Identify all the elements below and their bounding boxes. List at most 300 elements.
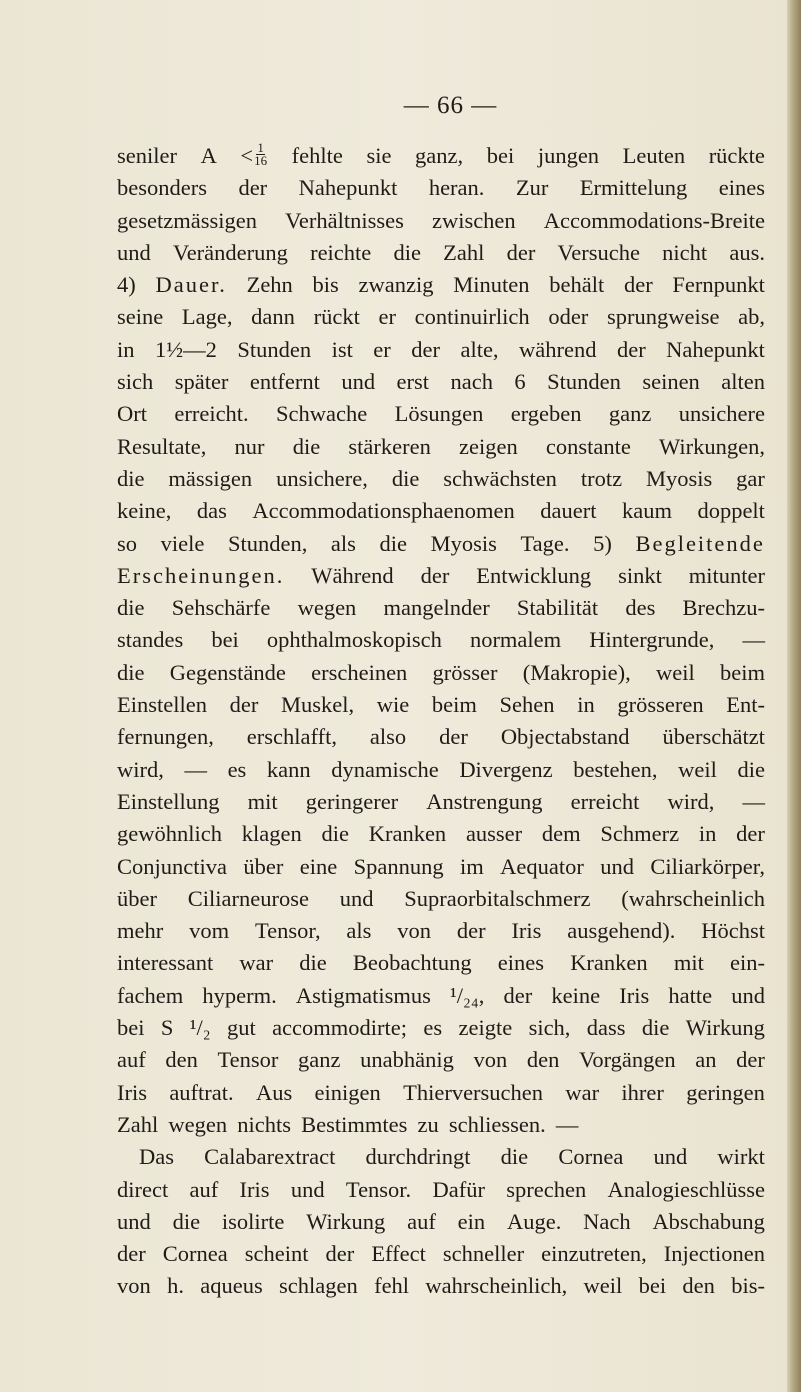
word: nichts (237, 1111, 291, 1137)
word: unsichere, (276, 465, 368, 491)
word: der (117, 1241, 146, 1267)
word: Stunden (237, 336, 312, 362)
word: sprechen (506, 1176, 587, 1202)
word: der (456, 918, 486, 944)
word: wahrscheinlich, (425, 1273, 568, 1299)
word: Ciliarkörper, (650, 853, 765, 879)
word: Schwache (276, 401, 368, 427)
word: rückt (313, 304, 360, 330)
word: Wirkungen, (659, 433, 765, 459)
text-line (117, 1238, 765, 1270)
text-line (117, 1141, 765, 1173)
word: schwächsten (443, 465, 557, 491)
text-line (117, 915, 765, 947)
word: die (391, 465, 420, 491)
word: sich, (528, 1015, 571, 1041)
word: schneller (442, 1241, 525, 1267)
word: fachem (117, 982, 184, 1008)
text-line (117, 689, 765, 721)
word: seine (117, 304, 164, 330)
word: einzutreten, (541, 1241, 647, 1267)
word: Abschabung (652, 1208, 765, 1234)
text-line (117, 301, 765, 333)
text-line (117, 1206, 765, 1238)
word: 4) (117, 272, 136, 298)
word: die (321, 821, 349, 847)
word: die (117, 595, 145, 621)
word: Stunden (547, 369, 621, 395)
word: oder (548, 304, 589, 330)
word: der (736, 821, 765, 847)
word: eines (718, 175, 765, 201)
word: Tensor (217, 1047, 279, 1073)
word: wie (376, 692, 410, 718)
word: A (200, 143, 217, 168)
word: (Makropie), (522, 659, 631, 685)
word: heran. (428, 175, 485, 201)
word: auf (117, 1047, 146, 1073)
word: und (731, 982, 765, 1008)
word: Einstellen (117, 692, 207, 718)
word: also (369, 724, 407, 750)
word: des (625, 595, 656, 621)
word: Entwicklung (476, 562, 592, 588)
word: Wirkung (685, 1015, 765, 1041)
word: über (243, 853, 284, 879)
word: scheint (244, 1241, 309, 1267)
word: ist (331, 336, 353, 362)
word: Ort (117, 401, 147, 427)
text-line (117, 818, 765, 850)
word: kann (266, 756, 311, 782)
text-line (117, 205, 765, 237)
word: Verhältnisses (285, 207, 404, 233)
word: dem (541, 821, 581, 847)
word: und (290, 1176, 325, 1202)
word: die (379, 530, 408, 556)
word: Objectabstand (500, 724, 630, 750)
word: nicht (662, 239, 708, 265)
word: und (341, 369, 376, 395)
text-line (117, 786, 765, 818)
text-line (117, 140, 765, 172)
word: die (117, 659, 145, 685)
word: dauert (540, 498, 597, 524)
word: wirkt (717, 1144, 765, 1170)
inequality (240, 140, 268, 172)
word: ¹/₂ (189, 1015, 211, 1041)
word: erreicht. (174, 401, 249, 427)
word: er (373, 336, 391, 362)
word: so (117, 530, 138, 556)
word: h. (167, 1273, 184, 1299)
word: die (393, 239, 421, 265)
text-line (117, 721, 765, 753)
word: Tage. (520, 530, 570, 556)
word: sprungweise (606, 304, 720, 330)
word: Während (311, 562, 394, 588)
word: beim (431, 692, 477, 718)
word: Iris (619, 982, 650, 1008)
word: weil (583, 1273, 623, 1299)
word: nur (234, 433, 265, 459)
word: Nahepunkt (666, 336, 765, 362)
word: — (555, 1111, 579, 1137)
text-line (117, 366, 765, 398)
word: normalem (469, 627, 562, 653)
word: Lage, (181, 304, 233, 330)
text-line (117, 1044, 765, 1076)
word: geringen (686, 1079, 765, 1105)
word: ganz, (415, 143, 464, 168)
text-line (117, 269, 765, 301)
word: ihrer (621, 1079, 664, 1105)
word: gar (736, 465, 765, 491)
word: ausser (465, 821, 523, 847)
word: fehl (374, 1273, 410, 1299)
word: der (420, 562, 450, 588)
word: zeigen (459, 433, 518, 459)
word: jungen (537, 143, 600, 168)
word: dann (251, 304, 295, 330)
word: ab, (738, 304, 765, 330)
word: Iris (239, 1176, 270, 1202)
word: Wirkung (306, 1208, 386, 1234)
word: und (117, 1208, 151, 1234)
word: zeigte (458, 1015, 513, 1041)
word: Ent- (726, 692, 765, 718)
word: aus. (729, 239, 765, 265)
word: das (196, 498, 227, 524)
word: eine (299, 853, 338, 879)
word: war (239, 950, 274, 976)
word: in (698, 821, 717, 847)
word: von (117, 1273, 151, 1299)
word: Thierversuchen (403, 1079, 544, 1105)
word: behält (549, 272, 605, 298)
word: aqueus (200, 1273, 263, 1299)
less-than-sign: < (240, 143, 254, 168)
word: Myosis (430, 530, 497, 556)
word: unabhänig (360, 1047, 454, 1073)
text-line (117, 463, 765, 495)
word: mitunter (688, 562, 765, 588)
word: wegen (168, 1111, 228, 1137)
word: besonders (117, 175, 207, 201)
word: ein (457, 1208, 486, 1234)
word: von (397, 918, 432, 944)
word: Accommodationsphaenomen (252, 498, 515, 524)
word: mit (673, 950, 704, 976)
word: — (742, 627, 765, 653)
word: Tensor, (254, 918, 321, 944)
word: Begleitende (635, 530, 765, 556)
word: Anstrengung (426, 788, 543, 814)
word: Aequator (500, 853, 584, 879)
fraction-denominator: 16 (254, 153, 268, 169)
word: der (229, 692, 259, 718)
word: der (411, 336, 440, 362)
word: unsichere (678, 401, 765, 427)
word: grösseren (617, 692, 704, 718)
word: Sehschärfe (171, 595, 271, 621)
word: Supraorbitalschmerz (404, 885, 591, 911)
word: Zur (515, 175, 549, 201)
word: die (172, 1208, 201, 1234)
word: und (117, 239, 151, 265)
word: beim (719, 659, 765, 685)
word: auf (189, 1176, 219, 1202)
word: Zehn (246, 272, 293, 298)
text-line (117, 980, 765, 1012)
word: Ciliarneurose (187, 885, 309, 911)
word: Iris (511, 918, 542, 944)
word: Sehen (499, 692, 555, 718)
word: seinen (642, 369, 700, 395)
word: in (577, 692, 595, 718)
word: die (737, 756, 765, 782)
word: hatte (668, 982, 713, 1008)
word: die (500, 1144, 529, 1170)
word: wegen (297, 595, 357, 621)
word: ganz (298, 1047, 341, 1073)
word: vom (189, 918, 230, 944)
word: Bestimmtes (301, 1111, 408, 1137)
fraction-numerator: 1 (257, 140, 264, 156)
word: Das (139, 1144, 174, 1170)
text-line (117, 431, 765, 463)
word: — (184, 756, 207, 782)
text-line (117, 528, 765, 560)
word: er (378, 304, 396, 330)
word: erreicht (570, 788, 640, 814)
word: bis (312, 272, 339, 298)
word: während (519, 336, 597, 362)
word: gesetzmässigen (117, 207, 257, 233)
word: sie (366, 143, 392, 168)
word: 6 (514, 369, 526, 395)
word: und (339, 885, 374, 911)
word: Ermittelung (579, 175, 688, 201)
word: weil (656, 659, 695, 685)
word: Stabilität (516, 595, 599, 621)
word: der (616, 336, 646, 362)
word: erscheinen (311, 659, 408, 685)
word: bestehen, (573, 756, 658, 782)
word: wird, (117, 756, 164, 782)
word: continuirlich (414, 304, 530, 330)
word: die (117, 465, 145, 491)
word: bei (638, 1273, 667, 1299)
word: — (742, 788, 765, 814)
word: Kranken (570, 950, 648, 976)
word: ein- (729, 950, 765, 976)
word: Höchst (701, 918, 765, 944)
word: weil (678, 756, 717, 782)
word: Beobachtung (352, 950, 472, 976)
word: später (174, 369, 229, 395)
word: nach (450, 369, 493, 395)
word: einigen (314, 1079, 381, 1105)
word: Zahl (117, 1111, 159, 1137)
word: trotz (580, 465, 623, 491)
text-line (117, 657, 765, 689)
word: wird, (667, 788, 715, 814)
word: Kranken (368, 821, 447, 847)
word: accommodirte; (272, 1015, 408, 1041)
word: Divergenz (459, 756, 553, 782)
word: eines (497, 950, 545, 976)
word: sich (117, 369, 154, 395)
text-line (117, 592, 765, 624)
word: Myosis (645, 465, 713, 491)
word: Muskel, (281, 692, 355, 718)
word: viele (160, 530, 205, 556)
word: S (160, 1015, 174, 1041)
word: Versuche (557, 239, 640, 265)
word: im (459, 853, 484, 879)
word: Leuten (622, 143, 686, 168)
word: Calabarextract (204, 1144, 336, 1170)
word: erschlafft, (246, 724, 337, 750)
word: zwanzig (358, 272, 434, 298)
text-line (117, 754, 765, 786)
text-line (117, 1077, 765, 1109)
word: schlagen (279, 1273, 358, 1299)
body-text (117, 140, 765, 1303)
word: Resultate, (117, 433, 207, 459)
word: es (227, 756, 247, 782)
word: an (695, 1047, 717, 1073)
page-number: — 66 — (403, 92, 498, 119)
word: den (165, 1047, 198, 1073)
word: der (736, 1047, 765, 1073)
word: der (623, 272, 653, 298)
page-edge (787, 0, 801, 1392)
word: fehlte (291, 143, 343, 168)
word: ganz (608, 401, 652, 427)
word: zu (417, 1111, 439, 1137)
word: Vorgängen (579, 1047, 676, 1073)
word: keine (551, 982, 601, 1008)
word: Veränderung (172, 239, 288, 265)
word: bei (486, 143, 515, 168)
word: dass (586, 1015, 626, 1041)
word: der (325, 1241, 355, 1267)
word: als (346, 918, 372, 944)
word: den (526, 1047, 560, 1073)
word: standes (117, 627, 184, 653)
word: der (503, 982, 533, 1008)
text-line (117, 1174, 765, 1206)
word: erst (396, 369, 430, 395)
word: bei (211, 627, 239, 653)
word: als (330, 530, 356, 556)
word: bis- (731, 1273, 765, 1299)
word: Nach (583, 1208, 631, 1234)
word: Brechzu- (682, 595, 765, 621)
word: Dafür (432, 1176, 485, 1202)
text-line (117, 1012, 765, 1044)
word: und (653, 1144, 688, 1170)
word: constante (545, 433, 631, 459)
word: direct (117, 1176, 169, 1202)
word: doppelt (697, 498, 765, 524)
word: mässigen (168, 465, 253, 491)
word: mit (247, 788, 278, 814)
word: Gegenstände (169, 659, 286, 685)
word: Erscheinungen. (117, 562, 285, 588)
word: die (292, 433, 321, 459)
word: ophthalmoskopisch (266, 627, 442, 653)
text-line (117, 883, 765, 915)
word: Stunden, (227, 530, 308, 556)
word: dynamische (331, 756, 439, 782)
word: bei (117, 1015, 145, 1041)
word: auftrat. (169, 1079, 234, 1105)
word: Effect (371, 1241, 426, 1267)
word: klagen (241, 821, 302, 847)
word: Accommodations-Breite (543, 207, 765, 233)
word: 5) (593, 530, 612, 556)
word: fernungen, (117, 724, 214, 750)
word: Cornea (162, 1241, 228, 1267)
word: schliessen. (448, 1111, 546, 1137)
text-line (117, 334, 765, 366)
word: der (238, 175, 268, 201)
word: Conjunctiva (117, 853, 227, 879)
word: Cornea (558, 1144, 624, 1170)
word: Spannung (353, 853, 444, 879)
word: Fernpunkt (672, 272, 765, 298)
word: Aus (255, 1079, 293, 1105)
word: Hintergrunde, (589, 627, 715, 653)
word: alten (721, 369, 765, 395)
word: Tensor. (345, 1176, 412, 1202)
word: zwischen (431, 207, 516, 233)
word: keine, (117, 498, 172, 524)
text-line (117, 624, 765, 656)
word: Dauer. (155, 272, 227, 298)
word: durchdringt (365, 1144, 471, 1170)
word: geringerer (305, 788, 399, 814)
word: gewöhnlich (117, 821, 222, 847)
word: alte, (460, 336, 499, 362)
word: Injectionen (663, 1241, 765, 1267)
word: von (473, 1047, 508, 1073)
word: reichte (310, 239, 372, 265)
word: mehr (117, 918, 164, 944)
word: ausgehend). (567, 918, 676, 944)
text-line (117, 1270, 765, 1302)
word: den (682, 1273, 715, 1299)
word: Minuten (453, 272, 530, 298)
text-line (117, 495, 765, 527)
word: auf (407, 1208, 436, 1234)
word: interessant (117, 950, 214, 976)
word: sinkt (618, 562, 662, 588)
word: mangelnder (383, 595, 490, 621)
word: über (117, 885, 157, 911)
word: Astigmatismus (295, 982, 431, 1008)
word: Zahl (443, 239, 485, 265)
word: rückte (708, 143, 765, 168)
word: Lösungen (394, 401, 484, 427)
word: die (299, 950, 327, 976)
word: (wahrscheinlich (621, 885, 765, 911)
word: kaum (621, 498, 672, 524)
word: es (423, 1015, 443, 1041)
